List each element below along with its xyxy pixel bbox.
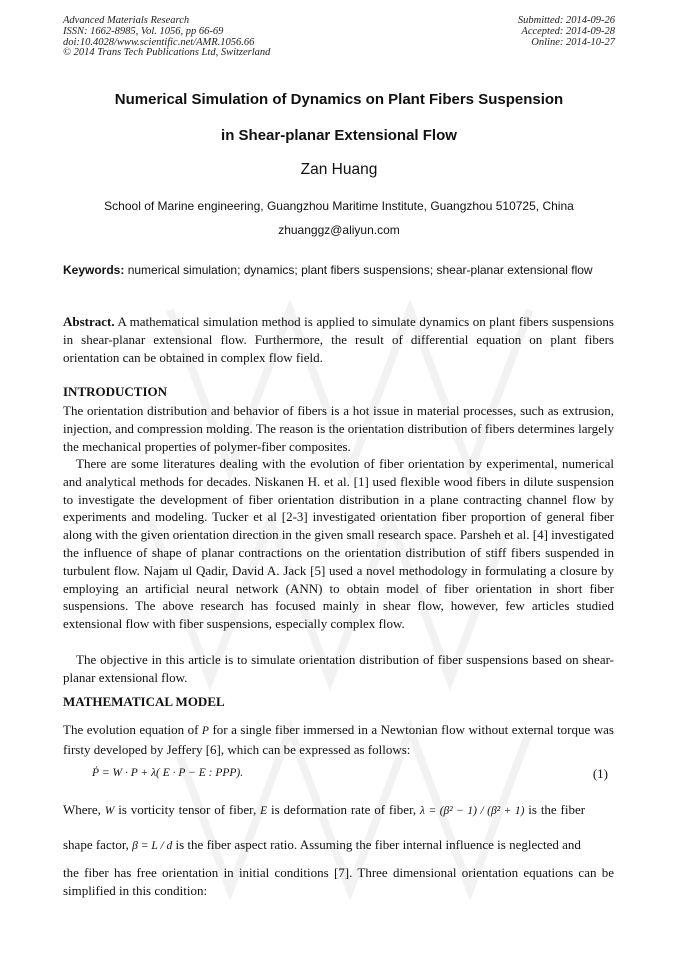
model-last-paragraph: the fiber has free orientation in initial conditions [7]. Three dimensional orientation equations can be simplified in this condition:: [63, 865, 614, 898]
model-p1-variable: P: [201, 725, 209, 737]
introduction-heading: INTRODUCTION: [63, 384, 168, 399]
keywords-text: numerical simulation; dynamics; plant fibers suspensions; shear-planar extensional flow: [127, 263, 593, 277]
keywords-label: Keywords:: [63, 263, 125, 277]
abstract-label: Abstract.: [63, 314, 115, 329]
abstract-section: [63, 313, 614, 366]
author-name: Zan Huang: [300, 161, 378, 178]
model-p1-end: for a single fiber immersed in a Newtonian flow without external torque was firsty developed by Jeffery [6], which can be expressed as follows:: [63, 722, 614, 757]
aspect-ratio-formula: β = L / d: [132, 840, 173, 852]
paper-title-line-1: Numerical Simulation of Dynamics on Plant Fibers Suspension: [114, 91, 564, 108]
where-prefix: Where,: [63, 802, 101, 817]
deformation-text: is deformation rate of fiber,: [270, 802, 417, 817]
where-line: [63, 801, 614, 821]
introduction-paragraph-3: The objective in this article is to simulate orientation distribution of fiber suspensions based on shear-planar extensional flow.: [63, 652, 614, 685]
equation-1: Ṗ = W · P + λ( E · P − E : PPP).: [92, 767, 244, 779]
deformation-symbol: E: [260, 805, 268, 817]
author-email[interactable]: zhuanggz@aliyun.com: [278, 223, 400, 237]
submitted-date: Submitted: 2014-09-26: [517, 15, 615, 26]
accepted-date: Accepted: 2014-09-28: [521, 25, 615, 37]
keywords-section: [63, 262, 614, 279]
online-date: Online: 2014-10-27: [531, 36, 615, 48]
journal-name: Advanced Materials Research: [63, 15, 190, 26]
vorticity-symbol: W: [104, 805, 115, 817]
journal-copyright: © 2014 Trans Tech Publications Ltd, Switzerland: [63, 47, 271, 59]
journal-info: [63, 16, 270, 59]
journal-doi[interactable]: doi:10.4028/www.scientific.net/AMR.1056.66: [63, 36, 255, 48]
vorticity-text: is vorticity tensor of fiber,: [118, 802, 257, 817]
author-affiliation: School of Marine engineering, Guangzhou Maritime Institute, Guangzhou 510725, China: [104, 199, 574, 213]
submission-dates: [518, 16, 615, 48]
model-heading: MATHEMATICAL MODEL: [63, 694, 225, 709]
where-suffix: is the fiber: [528, 802, 586, 817]
equation-1-number: (1): [592, 766, 608, 781]
shape-prefix: shape factor,: [63, 837, 129, 852]
abstract-text: A mathematical simulation method is applied to simulate dynamics on plant fibers suspensions in shear-planar extensional flow. Furthermore, the result of differential equation on plant fibers orientation can be obtained in complex flow field.: [63, 314, 614, 365]
introduction-paragraph-2: There are some literatures dealing with the evolution of fiber orientation by experimental, numerical and analytical methods for decades. Niskanen H. et al. [1] used flexible wood fibers in dilute suspension to investigate the development of fiber orientation distribution in a plane contracting channel flow by experiments and modeling. Tucker et al [2-3] investigated orientation fiber proportion of general fiber along with the given orientation direction in the given small research space. Parsheh et al. [4] investigated the influence of shape of planar contractions on the orientation distribution of stiff fibers suspended in turbulent flow. Najam ul Qadir, David A. Jack [5] used a novel methodology in formulating a closure by employing an artificial neural network (ANN) to obtain model of fiber orientation in short fiber suspensions. The above research has focused mainly in shear flow, however, few articles studied extensional flow with fiber suspensions, especially complex flow.: [63, 456, 614, 632]
model-paragraph-1: [63, 721, 614, 759]
paper-title-line-2: in Shear-planar Extensional Flow: [221, 127, 457, 144]
shape-factor-line: [63, 836, 614, 856]
journal-issn: ISSN: 1662-8985, Vol. 1056, pp 66-69: [63, 25, 224, 37]
shape-factor-formula: λ = (β² − 1) / (β² + 1): [420, 805, 525, 817]
shape-suffix: is the fiber aspect ratio. Assuming the fiber internal influence is neglected and: [175, 837, 581, 852]
introduction-paragraph-1: The orientation distribution and behavior of fibers is a hot issue in material processes, such as extrusion, injection, and compression molding. The reason is the orientation distribution of fibers determines largely the mechanical properties of polymer-fiber composites.: [63, 403, 614, 454]
model-p1-start: The evolution equation of: [63, 722, 199, 737]
